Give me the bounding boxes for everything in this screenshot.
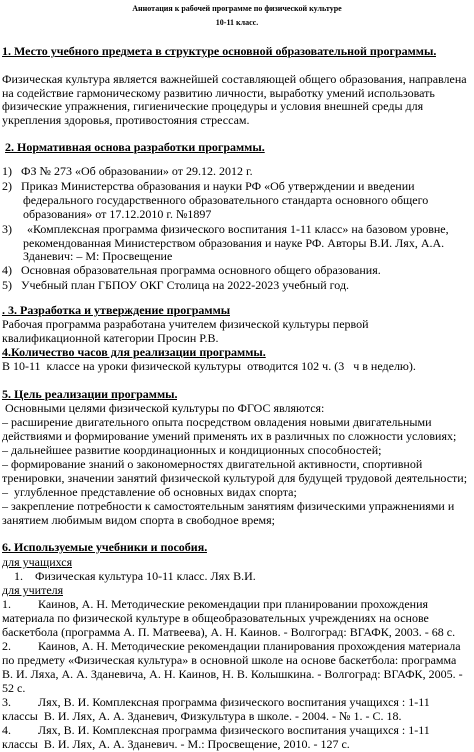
teacher-reference-line: классы В. И. Лях, А. А. Зданевич, Физкультура в школе. - 2004. - № 1. - С. 18.: [2, 710, 402, 723]
section5-line: – закрепление потребности к самостоятельным занятиям физическими упражнениями и: [2, 500, 455, 513]
teacher-reference-line: 52 с.: [2, 682, 26, 695]
section4-heading: 4.Количество часов для реализации программы.: [2, 346, 266, 359]
section1-paragraph-line: на содействие гармоническому развитию личности, выработку умений использовать: [2, 87, 435, 100]
teacher-reference-line: 4. Лях, В. И. Комплексная программа физического воспитания учащихся : 1-11: [2, 724, 430, 737]
teachers-label: для учителя: [2, 584, 64, 597]
section5-line: тренировки, значении занятий физической культурой для будущей трудовой деятельности;: [2, 472, 468, 485]
section2-item: 5) Учебный план ГБПОУ ОКГ Столица на 2022-2023 учебный год.: [2, 279, 350, 292]
section2-item: рекомендованная Министерством образования и науке РФ. Авторы В.И. Лях, А.А.: [2, 237, 445, 250]
section5-line: – углубленное представление об основных видах спорта;: [2, 486, 297, 499]
section2-item: 1) ФЗ № 273 «Об образовании» от 29.12. 2012 г.: [2, 165, 253, 178]
section3-paragraph-line: Рабочая программа разработана учителем физической культуры первой: [2, 318, 369, 331]
teacher-reference-line: по предмету «Физическая культура» в основной школе на основе баскетбола: программа: [2, 654, 457, 667]
section2-item: образования» от 17.12.2010 г. №1897: [2, 208, 212, 221]
section5-line: – формирование знаний о закономерностях двигательной активности, спортивной: [2, 458, 423, 471]
teacher-reference-line: классы В. И. Лях, А. А. Зданевич. - М.: Просвещение, 2010. - 127 с.: [2, 738, 350, 751]
section2-item: 3) «Комплексная программа физического воспитания 1-11 класс» на базовом уровне,: [2, 223, 449, 236]
document-subtitle: 10-11 класс.: [215, 18, 259, 27]
section2-heading: 2. Нормативная основа разработки программы.: [5, 141, 265, 154]
section3-paragraph-line: квалификационной категории Просин Р.В.: [2, 332, 219, 345]
teacher-reference-line: материала по физической культуре в общеобразовательных учреждениях на основе: [2, 612, 429, 625]
section1-paragraph-line: укрепления здоровья, противостояния стрессам.: [2, 114, 250, 127]
document-title: Аннотация к рабочей программе по физической культуре: [132, 4, 342, 13]
section1-heading: 1. Место учебного предмета в структуре основной образовательной программы.: [2, 45, 437, 58]
section5-line: занятием любимым видом спорта в свободное время;: [2, 514, 275, 527]
section5-line: – дальнейшее развитие координационных и кондиционных способностей;: [2, 444, 382, 457]
teacher-reference-line: В. И. Ляха, А. А. Зданевича, А. Н. Каинов, Н. В. Колышкина. - Волгоград: ВГАФК, 2005. -: [2, 668, 463, 681]
section2-item: Зданевич: – М: Просвещение: [2, 250, 173, 263]
section5-heading: 5. Цель реализации программы.: [2, 388, 178, 401]
section2-item: 4) Основная образовательная программа основного общего образования.: [2, 264, 381, 277]
teacher-reference-line: 1. Каинов, А. Н. Методические рекомендации при планировании прохождения: [2, 598, 429, 611]
students-book-item: 1. Физическая культура 10-11 класс. Лях В.И.: [14, 570, 256, 583]
teacher-reference-line: баскетбола (программа А. П. Матвеева), А. Н. Каинов. - Волгоград: ВГАФК, 2003. - 68 с.: [2, 626, 456, 639]
section2-item: федерального государственного образовательного стандарта основного общего: [2, 194, 429, 207]
students-label: для учащихся: [2, 556, 73, 569]
teacher-reference-line: 2. Каинов, А. Н. Методические рекомендации планирования прохождения материала: [2, 640, 461, 653]
section5-line: действиями и формирование умений применять их в различных по сложности условиях;: [2, 430, 457, 443]
section4-paragraph: В 10-11 классе на уроки физической культуры отводится 102 ч. (3 ч в неделю).: [2, 360, 416, 373]
teacher-reference-line: 3. Лях, В. И. Комплексная программа физического воспитания учащихся : 1-11: [2, 696, 430, 709]
section5-line: Основными целями физической культуры по ФГОС являются:: [2, 402, 325, 415]
section2-item: 2) Приказ Министерства образования и науки РФ «Об утверждении и введении: [2, 180, 415, 193]
section6-heading: 6. Используемые учебники и пособия.: [2, 541, 208, 554]
section3-heading: . 3. Разработка и утверждение программы: [2, 304, 231, 317]
section1-paragraph-line: физические упражнения, гигиенические процедуры и условия внешней среды для: [2, 100, 424, 113]
section1-paragraph-line: Физическая культура является важнейшей составляющей общего образования, направлена: [2, 73, 467, 86]
section5-line: – расширение двигательного опыта посредством овладения новыми двигательными: [2, 416, 432, 429]
